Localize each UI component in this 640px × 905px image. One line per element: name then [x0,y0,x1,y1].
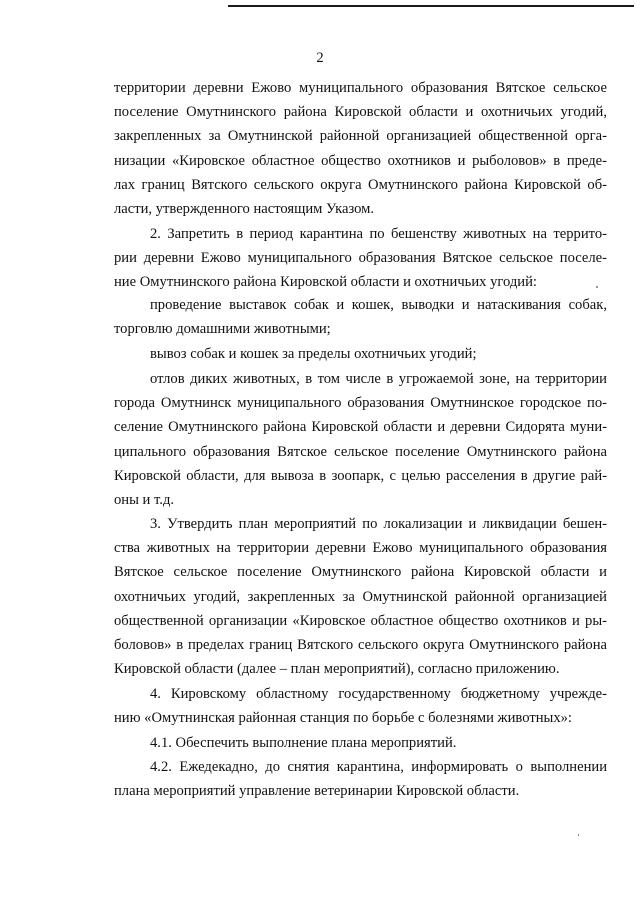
scan-speck [596,286,598,288]
text-line: Вятское сельское поселение Омутнинского района Кировской области и [114,564,607,581]
text-line: ства животных на территории деревни Ежово муниципального образования [114,540,607,557]
paragraph-8 [114,731,607,755]
scan-speck [578,834,579,836]
text-line: оны и т.д. [114,491,175,508]
text-line: 4.1. Обеспечить выполнение плана мероприятий. [150,735,457,751]
text-line: торговлю домашними животными; [114,321,331,338]
text-line: охотничьих угодий, закрепленных за Омутнинской районной организацией [114,588,607,605]
page-number: 2 [316,50,324,66]
text-line: проведение выставок собак и кошек, выводки и натаскивания собак, [150,297,607,313]
text-line: города Омутнинск муниципального образования Омутнинское городское по- [114,395,607,412]
text-line: селение Омутнинского района Кировской области и деревни Сидорята муни- [114,419,607,436]
text-line: отлов диких животных, в том числе в угрожаемой зоне, на территории [150,371,607,387]
paragraph-7 [114,682,607,730]
text-line: лах границ Вятского сельского округа Омутнинского района Кировской об- [114,176,607,193]
text-line: закрепленных за Омутнинской районной организацией общественной орга- [114,128,607,145]
text-line: Кировской области (далее – план мероприятий), согласно приложению. [114,661,560,678]
text-line: вывоз собак и кошек за пределы охотничьих угодий; [150,346,477,362]
text-line: ципального образования Вятское сельское поселение Омутнинского района [114,443,607,460]
text-line: Кировской области, для вывоза в зоопарк, с целью расселения в другие рай- [114,467,607,484]
paragraph-6 [114,512,607,681]
paragraph-3 [114,293,607,341]
paragraph-9 [114,755,607,803]
text-line: общественной организации «Кировское областное общество охотников и ры- [114,612,607,629]
text-line: низации «Кировское областное общество охотников и рыболовов» в преде- [114,152,607,169]
paragraph-5 [114,367,607,512]
paragraph-4 [114,342,607,366]
top-rule [228,5,634,7]
text-line: поселение Омутнинского района Кировской области и охотничьих угодий, [114,104,607,121]
text-line: 4.2. Ежедекадно, до снятия карантина, информировать о выполнении [150,759,607,775]
text-line: боловов» в пределах границ Вятского сельского округа Омутнинского района [114,636,607,653]
text-line: плана мероприятий управление ветеринарии Кировской области. [114,783,520,800]
text-line: ние Омутнинского района Кировской области и охотничьих угодий: [114,274,537,291]
text-line: нию «Омутнинская районная станция по борьбе с болезнями животных»: [114,710,572,727]
paragraph-1 [114,76,607,221]
text-line: ласти, утвержденного настоящим Указом. [114,200,375,217]
text-line: 4. Кировскому областному государственному бюджетному учрежде- [150,686,607,702]
text-line: рии деревни Ежово муниципального образования Вятское сельское поселе- [114,250,607,267]
paragraph-2 [114,222,607,295]
text-line: 2. Запретить в период карантина по бешенству животных на террито- [150,226,607,242]
text-line: 3. Утвердить план мероприятий по локализации и ликвидации бешен- [150,516,607,532]
text-line: территории деревни Ежово муниципального образования Вятское сельское [114,80,607,96]
